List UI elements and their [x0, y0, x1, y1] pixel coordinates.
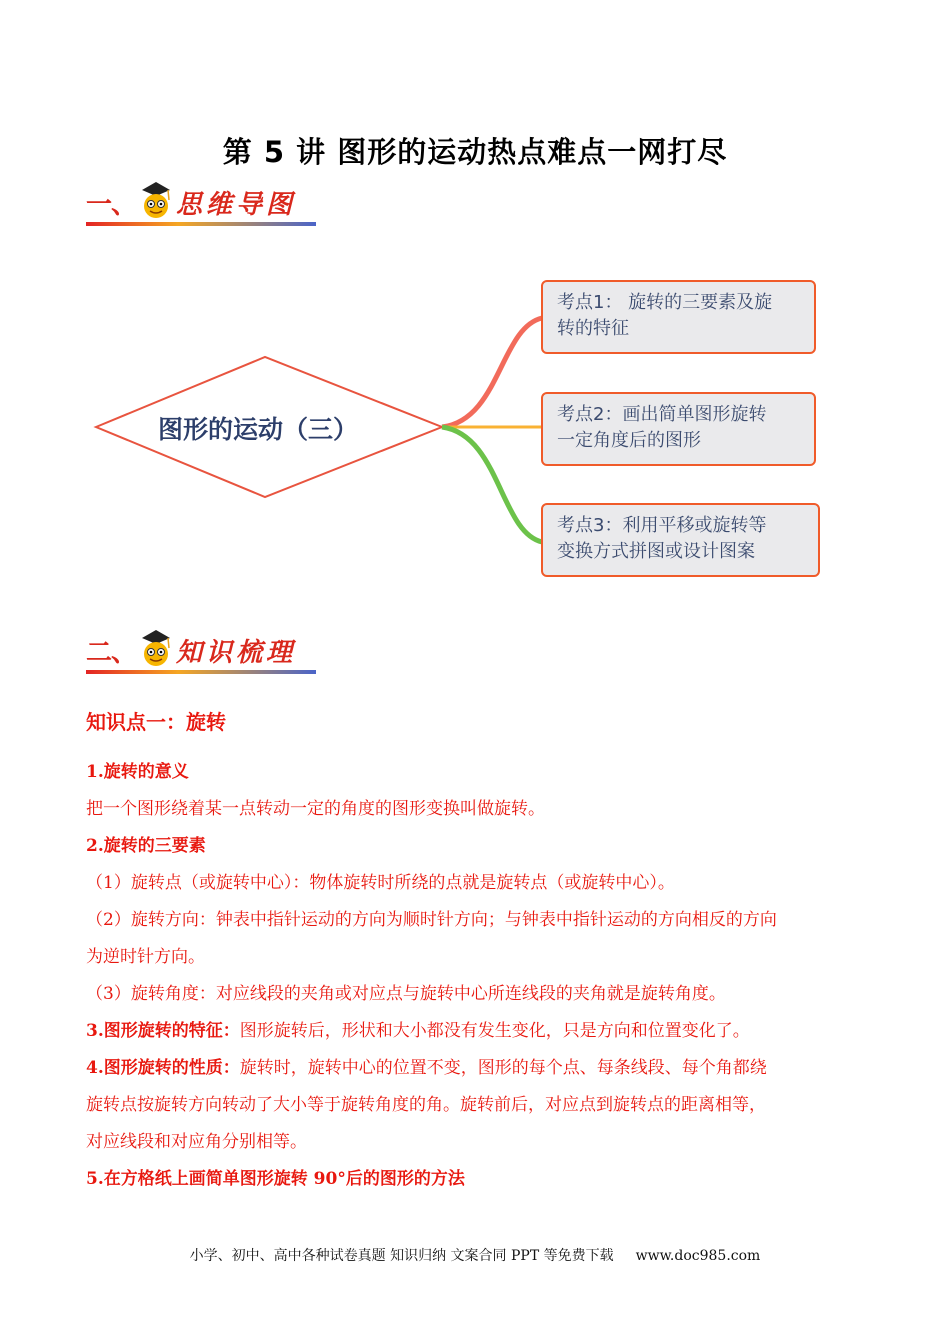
paragraph: 把一个图形绕着某一点转动一定的角度的图形变换叫做旋转。 — [86, 799, 545, 819]
subsection-title: 1.旋转的意义 — [86, 762, 189, 782]
mind-map-node-3 — [541, 503, 820, 577]
list-item: （2）旋转方向：钟表中指针运动的方向为顺时针方向；与钟表中指针运动的方向相反的方向 — [86, 910, 777, 930]
scholar-mascot-icon — [138, 178, 174, 222]
paragraph-continued: 旋转点按旋转方向转动了大小等于旋转角度的角。旋转前后，对应点到旋转点的距离相等， — [86, 1095, 766, 1115]
section-underline — [86, 670, 316, 674]
node-line: 考点1： 旋转的三要素及旋 — [557, 292, 773, 313]
mind-map — [90, 270, 830, 590]
section-number: 一、 — [86, 190, 137, 220]
section-underline — [86, 222, 316, 226]
paragraph-text: 图形旋转后，形状和大小都没有发生变化，只是方向和位置变化了。 — [239, 1021, 750, 1041]
section-label: 思维导图 — [176, 190, 297, 220]
list-item-continued: 为逆时针方向。 — [86, 947, 205, 967]
subsection-title: 2.旋转的三要素 — [86, 836, 206, 856]
subsection-title: 4.图形旋转的性质： — [86, 1058, 240, 1078]
paragraph-continued: 对应线段和对应角分别相等。 — [86, 1132, 307, 1152]
knowledge-content — [86, 702, 864, 1198]
section-banner-knowledge — [86, 626, 316, 676]
paragraph — [86, 1013, 864, 1050]
subsection-title: 5.在方格纸上画简单图形旋转 90°后的图形的方法 — [86, 1169, 465, 1189]
list-item: （3）旋转角度：对应线段的夹角或对应点与旋转中心所连线段的夹角就是旋转角度。 — [86, 984, 726, 1004]
list-item: （1）旋转点（或旋转中心）：物体旋转时所绕的点就是旋转点（或旋转中心）。 — [86, 873, 675, 893]
section-number: 二、 — [86, 638, 137, 668]
subsection-title: 3.图形旋转的特征： — [86, 1021, 240, 1041]
branch-line-3 — [442, 427, 542, 542]
node-line: 一定角度后的图形 — [557, 430, 701, 451]
footer-site-link[interactable]: www.doc985.com — [635, 1248, 761, 1264]
mind-map-center-label: 图形的运动（三） — [158, 415, 359, 444]
page-title: 第 5 讲 图形的运动热点难点一网打尽 — [222, 135, 728, 169]
section-label: 知识梳理 — [176, 638, 297, 668]
scholar-mascot-icon — [138, 626, 174, 670]
branch-line-1 — [442, 318, 542, 427]
page-footer — [0, 1245, 950, 1265]
section-banner-mindmap — [86, 178, 316, 228]
node-line: 变换方式拼图或设计图案 — [557, 541, 755, 562]
footer-text: 小学、初中、高中各种试卷真题 知识归纳 文案合同 PPT 等免费下载 — [189, 1248, 614, 1264]
knowledge-heading: 知识点一：旋转 — [86, 710, 226, 734]
node-line: 转的特征 — [557, 318, 629, 339]
mind-map-node-1 — [541, 280, 816, 354]
paragraph — [86, 1050, 864, 1087]
node-line: 考点3：利用平移或旋转等 — [557, 515, 767, 536]
node-line: 考点2：画出简单图形旋转 — [557, 404, 767, 425]
paragraph-text: 旋转时，旋转中心的位置不变，图形的每个点、每条线段、每个角都绕 — [239, 1058, 767, 1078]
mind-map-node-2 — [541, 392, 816, 466]
